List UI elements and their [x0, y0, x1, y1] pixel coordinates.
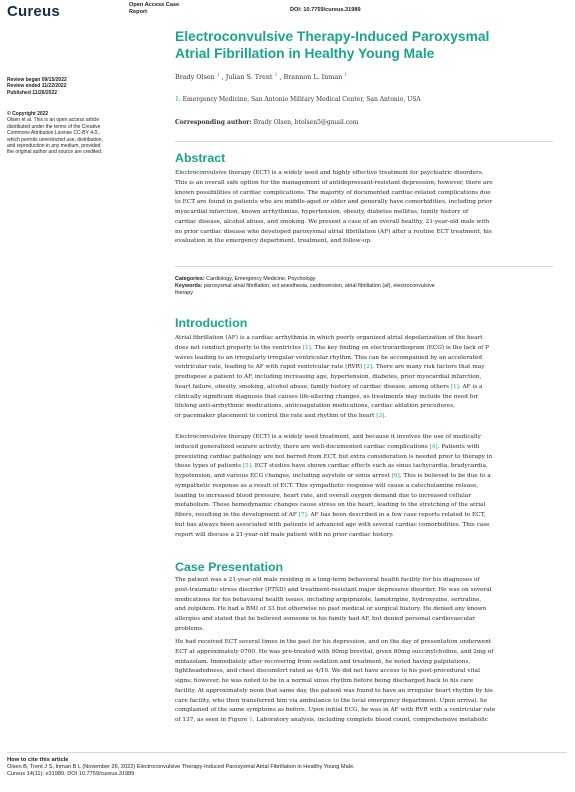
- text-segment: fibers, resulting in the development of AF: [175, 512, 299, 518]
- text-segment: . AF is a: [458, 383, 483, 390]
- license-line: the original author and source are credited.: [7, 149, 103, 156]
- text-segment: . This is believed to be due to a: [399, 473, 491, 479]
- text-segment: lightheadedness, and chest discomfort rated as 4/10. We did not have access to his post-procedural vital: [175, 668, 480, 675]
- citation-doi[interactable]: Cureus 14(11): e31989. DOI 10.7759/cureus.31989: [7, 771, 135, 778]
- text-segment: preexisting cardiac pathology are not barred from ECT, but extra consideration is needed prior to therapy in: [175, 453, 493, 460]
- affiliation: [175, 96, 421, 103]
- text-segment: . Patients with: [437, 443, 480, 450]
- article-metadata: [175, 276, 551, 298]
- corresponding-value: Brady Olsen, btolsen5@gmail.com: [251, 119, 359, 126]
- text-line: [175, 615, 551, 625]
- text-segment: care facility, who then transferred him via ambulance to the local emergency department. Upon arrival, he: [175, 697, 488, 704]
- text-line: [175, 658, 551, 668]
- text-line: [175, 354, 551, 364]
- citation-link[interactable]: [5]: [242, 463, 252, 470]
- corresponding-label: Corresponding author:: [175, 119, 252, 126]
- license-line: distributed under the terms of the Creative: [7, 123, 101, 130]
- text-line: [175, 373, 551, 383]
- author-3-affil: 1: [344, 73, 348, 78]
- citation-link[interactable]: [6]: [391, 473, 400, 479]
- license-line: Olsen et al. This is an open access article: [7, 117, 100, 124]
- text-line: [175, 596, 551, 606]
- text-line: to ECT are found in patients who are middle-aged or older and generally have comorbidities, including prior: [175, 199, 493, 206]
- text-line: [175, 531, 551, 541]
- text-segment: induced generalized seizure activity, there are well-documented cardiac complications: [175, 443, 430, 450]
- citation-block: [7, 757, 567, 779]
- text-line: [175, 521, 551, 531]
- text-line: [175, 344, 551, 354]
- text-segment: . ECT studies have shown cardiac effects such as sinus tachycardia, bradycardia,: [251, 463, 488, 470]
- text-segment: or pacemaker placement to control the rate and rhythm of the heart: [175, 413, 377, 419]
- text-segment: The patient was a 21-year-old male residing in a long-term behavioral health facility for his diagnoses of: [175, 577, 480, 583]
- text-segment: He had received ECT several times in the past for his depression, and on the day of presentation underwent: [175, 639, 492, 645]
- copyright-block: [7, 111, 159, 156]
- text-segment: post-traumatic stress disorder (PTSD) and treatment-resistant major depressive disorder. He was on several: [175, 586, 492, 593]
- introduction-paragraph-1: [175, 334, 551, 422]
- citation-link[interactable]: 1: [249, 717, 253, 723]
- citation-heading: How to cite this article: [7, 757, 69, 763]
- published-date: Published 11/26/2022: [7, 89, 58, 96]
- affiliation-text: Emergency Medicine, San Antonio Military Medical Center, San Antonio, USA: [180, 96, 421, 103]
- text-line: [175, 687, 551, 697]
- text-segment: ECT at approximately 0700. He was pre-treated with 90mg brevital, given 80mg succinylcholine, and 2mg of: [175, 648, 494, 655]
- author-1-affil: 1: [216, 73, 220, 78]
- text-line: evaluation in the emergency department, treatment, and follow-up.: [175, 238, 372, 245]
- text-segment: . There are many risk factors that may: [372, 364, 485, 371]
- text-segment: clinically significant diagnosis that causes life-altering changes, as treatments may include the need for: [175, 393, 479, 400]
- text-line: [175, 412, 551, 422]
- citation-link[interactable]: [2]: [364, 364, 373, 371]
- text-segment: midazolam. Immediately after recovering from sedation and treatment, he noted having palpitations,: [175, 658, 471, 665]
- keywords-continued: therapy: [175, 290, 193, 297]
- text-line: This is an overall safe option for the management of antidepressant-resistant depression; however, there are: [175, 179, 493, 186]
- title-line-1: Electroconvulsive Therapy-Induced Paroxysmal: [175, 29, 490, 44]
- license-line: which permits unrestricted use, distribution,: [7, 136, 103, 143]
- text-line: [175, 363, 551, 373]
- affiliation-number: 1.: [175, 96, 181, 103]
- text-segment: report will discuss a 21-year-old male patient with no prior cardiac history.: [175, 531, 394, 538]
- text-line: [175, 511, 551, 521]
- text-segment: allergies and stated that he believed someone in his family had AF, but denied personal cardiovascular: [175, 616, 476, 622]
- text-line: [175, 443, 551, 453]
- text-line: known possibilities of cardiac complications. The majority of documented cardiac-related complications due: [175, 189, 491, 196]
- citation-link[interactable]: [3]: [376, 413, 385, 419]
- text-line: [175, 638, 551, 648]
- citation-link[interactable]: [4]: [429, 443, 438, 450]
- text-line: [175, 648, 551, 658]
- citation-link[interactable]: [7]: [298, 512, 307, 518]
- text-line: [175, 482, 551, 492]
- text-segment: and zolpidem. He had a BMI of 33 but otherwise no past medical or surgical history. He denied any known: [175, 606, 487, 613]
- text-segment: does not conduct properly to the ventricles: [175, 344, 303, 351]
- abstract-heading: Abstract: [175, 151, 226, 165]
- citation-text: Olsen B, Trent J S, Inman B L (November 26, 2022) Electroconvulsive Therapy-Induced Paroxysmal Atrial Fibrillation in Healthy Young Male.: [7, 764, 355, 771]
- text-segment: sympathetic response as a result of ECT. This sympathetic response will cause a catecholamine release,: [175, 482, 479, 489]
- author-2[interactable]: Julian S. Trent: [225, 73, 273, 82]
- text-line: [175, 393, 551, 403]
- review-dates: [7, 77, 159, 96]
- text-line: [175, 625, 551, 635]
- author-1[interactable]: Brady Olsen: [175, 73, 215, 82]
- text-segment: complained of the same symptoms as before. Upon initial ECG, he was in AF with RVR with a ventricular rate: [175, 707, 496, 714]
- doi[interactable]: DOI: 10.7759/cureus.31989: [290, 7, 361, 13]
- title-line-2: Atrial Fibrillation in Healthy Young Male: [175, 46, 435, 61]
- article-type: [129, 2, 189, 16]
- text-line: [175, 586, 551, 596]
- footer-divider: [7, 752, 567, 753]
- text-segment: leading to increased blood pressure, heart rate, and overall oxygen demand due to increased cellular: [175, 492, 471, 499]
- journal-logo: Cureus: [7, 3, 60, 20]
- text-segment: problems.: [175, 625, 205, 632]
- copyright-title: © Copyright 2022: [7, 111, 49, 117]
- divider: [175, 266, 553, 267]
- text-segment: lifelong anti-arrhythmic medications, anticoagulation medications, cardiac ablation procedures,: [175, 403, 455, 410]
- case-paragraph-1: [175, 576, 551, 635]
- text-line: [175, 501, 551, 511]
- text-line: [175, 677, 551, 687]
- keywords-value: paroxysmal atrial fibrillation, ect anesthesia, cardioversion, atrial fibrillation (af), electroconvulsive: [202, 283, 435, 290]
- author-sep-1: ,: [219, 73, 226, 82]
- text-line: [175, 576, 551, 586]
- text-segment: . The key finding on electrocardiogram (ECG) is the lack of P: [310, 344, 489, 351]
- article-type-line-2: Report: [129, 9, 148, 15]
- text-line: [175, 492, 551, 502]
- text-segment: but has always been associated with patients of advanced age with several cardiac comorbidities. This case: [175, 521, 490, 528]
- text-segment: medications for his behavioral health issues, including aripiprazole, lamotrigine, hydroxyzine, sertraline,: [175, 596, 482, 603]
- author-list: [175, 73, 347, 81]
- text-line: [175, 453, 551, 463]
- text-segment: these types of patients: [175, 463, 243, 470]
- author-2-affil: 1: [274, 73, 278, 78]
- introduction-heading: Introduction: [175, 316, 248, 330]
- text-line: [175, 383, 551, 393]
- text-segment: .: [384, 413, 387, 419]
- text-segment: of 137, as seen in Figure: [175, 717, 250, 723]
- abstract-text: [175, 169, 551, 247]
- text-line: [175, 472, 551, 482]
- license-line: Commons Attribution License CC-BY 4.0.,: [7, 130, 101, 137]
- review-began: Review began 09/15/2022: [7, 77, 67, 83]
- text-line: cardiac disease, alcohol abuse, and smoking. We present a case of an overall healthy, 21-year-old male with: [175, 218, 490, 225]
- introduction-paragraph-2: [175, 433, 551, 540]
- categories-label: Categories:: [175, 276, 205, 282]
- author-3[interactable]: Brannon L. Inman: [283, 73, 343, 82]
- text-line: myocardial infarction, known arrhythmias, hypertension, obesity, diabetes mellitus, family history of: [175, 209, 469, 215]
- text-line: Electroconvulsive therapy (ECT) is a widely used and highly effective treatment for psychiatric disorders.: [175, 170, 484, 176]
- text-line: [175, 402, 551, 412]
- text-segment: Atrial fibrillation (AF) is a cardiac arrhythmia in which poorly organized atrial depolarization of the heart: [175, 335, 483, 341]
- case-presentation-heading: Case Presentation: [175, 560, 284, 574]
- text-line: [175, 716, 551, 726]
- author-sep-2: ,: [277, 73, 284, 82]
- citation-link[interactable]: [1]: [450, 383, 459, 390]
- text-line: [175, 667, 551, 677]
- text-line: no prior cardiac disease who developed paroxysmal atrial fibrillation (AF) after a routine ECT treatment, his: [175, 228, 492, 235]
- text-segment: ventricular rate, leading to AF with rapid ventricular rate (RVR): [175, 364, 365, 371]
- citation-link[interactable]: [1]: [302, 344, 311, 351]
- case-paragraph-2: [175, 638, 551, 726]
- text-segment: . AF has been described in a few case reports related to ECT,: [306, 512, 486, 518]
- text-line: [175, 334, 551, 344]
- categories-value: Cardiology, Emergency Medicine, Psychology: [204, 276, 316, 282]
- review-ended: Review ended 11/22/2022: [7, 83, 67, 90]
- article-type-line-1: Open Access Case: [129, 2, 180, 8]
- text-segment: metabolism. These hemodynamic changes cause stress on the heart, leading to the stretching of the atrial: [175, 502, 486, 509]
- text-segment: predispose a patient to AF, including increasing age, hypertension, diabetes, prior myocardial infarction,: [175, 374, 482, 380]
- text-line: [175, 697, 551, 707]
- text-segment: signs; however, he was noted to be in a normal sinus rhythm before being discharged back to his care: [175, 678, 474, 684]
- text-segment: heart failure, obesity, smoking, alcohol abuse, family history of cardiac disease, among others: [175, 383, 451, 390]
- text-segment: Electroconvulsive therapy (ECT) is a widely used treatment, and because it involves the use of medically: [175, 434, 481, 440]
- text-segment: . Laboratory analysis, including complete blood count, comprehensive metabolic: [252, 717, 488, 723]
- keywords: [175, 283, 551, 290]
- text-line: [175, 433, 551, 443]
- divider: [175, 141, 553, 142]
- corresponding-author: [175, 119, 358, 126]
- text-line: [175, 706, 551, 716]
- text-line: [175, 605, 551, 615]
- text-segment: waves leading to an irregularly irregular ventricular rhythm. This can be accompanied by an accelerated: [175, 354, 482, 361]
- text-segment: hypotension, and various ECG changes, including asystole or sinus arrest: [175, 473, 392, 479]
- keywords-label: Keywords:: [175, 283, 203, 290]
- text-line: [175, 462, 551, 472]
- license-line: and reproduction in any medium, provided: [7, 143, 101, 150]
- categories: [175, 276, 551, 283]
- text-segment: facility. At approximately noon that same day, the patient was found to have an irregular heart rhythm by his: [175, 687, 493, 694]
- article-title: [175, 28, 555, 62]
